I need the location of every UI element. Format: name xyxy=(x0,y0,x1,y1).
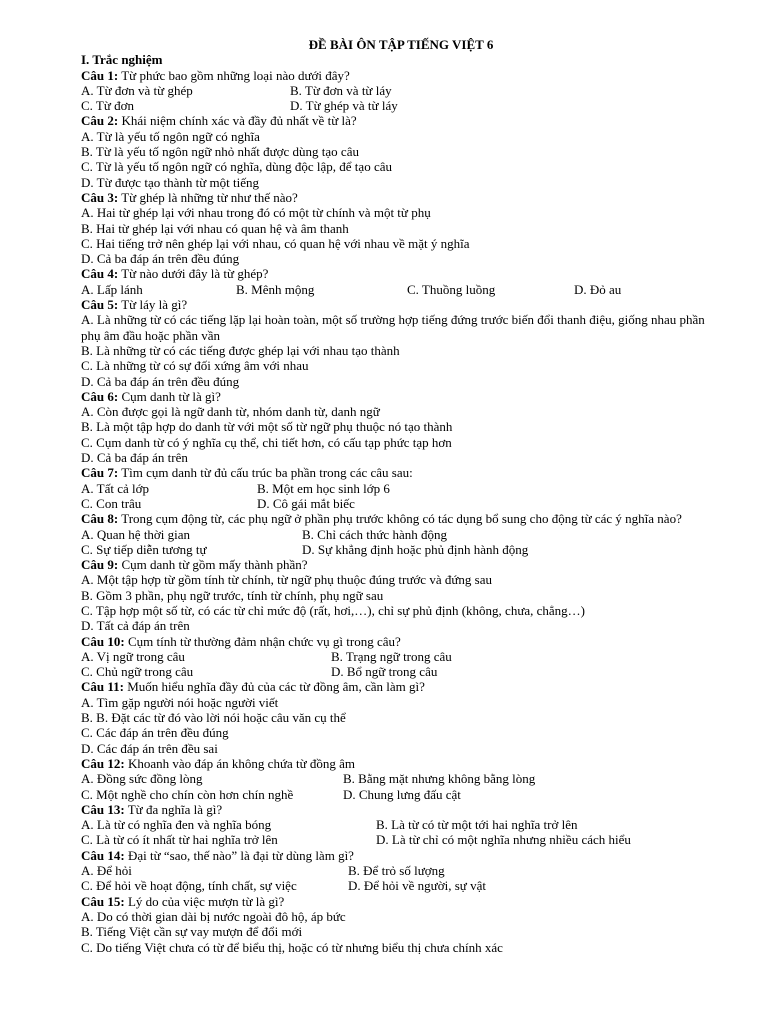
option-c: C. Con trâu xyxy=(81,495,142,511)
question-text: Cụm danh từ là gì? xyxy=(118,388,221,404)
option-b: B. Từ đơn và từ láy xyxy=(290,82,392,98)
question-text: Tìm cụm danh từ đủ cấu trúc ba phần trong các câu sau: xyxy=(118,465,413,481)
question-text: Lý do của việc mượn từ là gì? xyxy=(124,893,285,909)
option-d: D. Từ được tạo thành từ một tiếng xyxy=(81,174,259,190)
question-label: Câu 15: xyxy=(81,893,125,909)
question-label: Câu 8: xyxy=(81,511,119,527)
question-9 xyxy=(81,557,721,572)
question-15 xyxy=(81,894,721,909)
question-label: Câu 5: xyxy=(81,297,119,313)
option-a: A. Từ là yếu tố ngôn ngữ có nghĩa xyxy=(81,128,260,144)
question-text: Từ phức bao gồm những loại nào dưới đây? xyxy=(118,67,350,83)
question-text: Trong cụm động từ, các phụ ngữ ở phần phụ trước không có tác dụng bổ sung cho động từ các ý nghĩa nào? xyxy=(118,511,682,527)
question-label: Câu 11: xyxy=(81,679,124,695)
option-b: B. Chỉ cách thức hành động xyxy=(302,526,447,542)
question-10 xyxy=(81,634,721,649)
option-c: C. Tập hợp một số từ, có các từ chỉ mức độ (rất, hơi,…), chỉ sự phủ định (không, chưa, chẳng…) xyxy=(81,602,585,618)
option-a: A. Để hỏi xyxy=(81,863,132,879)
question-4 xyxy=(81,266,721,281)
question-12 xyxy=(81,756,721,771)
option-c: C. Cụm danh từ có ý nghĩa cụ thể, chi tiết hơn, có cấu tạp phức tạp hơn xyxy=(81,434,452,450)
question-label: Câu 10: xyxy=(81,633,125,649)
option-d: D. Cô gái mắt biếc xyxy=(257,495,355,511)
option-d: D. Cả ba đáp án trên đều đúng xyxy=(81,251,240,267)
option-d: D. Tất cả đáp án trên xyxy=(81,618,190,634)
option-c: C. Là những từ có sự đối xứng âm với nhau xyxy=(81,358,309,374)
option-b: B. Là từ có từ một tới hai nghĩa trở lên xyxy=(376,817,578,833)
question-2 xyxy=(81,113,721,128)
option-a: A. Quan hệ thời gian xyxy=(81,526,191,542)
document-title: ĐỀ BÀI ÔN TẬP TIẾNG VIỆT 6 xyxy=(308,37,494,52)
question-text: Từ nào dưới đây là từ ghép? xyxy=(118,266,269,282)
option-c: C. Chủ ngữ trong câu xyxy=(81,664,194,680)
option-a: A. Là những từ có các tiếng lặp lại hoàn toàn, một số trường hợp tiếng đứng trước biến đổi thanh điệu, giống nhau phần phụ âm đầu hoặc phần vần xyxy=(81,312,705,343)
option-a: A. Là từ có nghĩa đen và nghĩa bóng xyxy=(81,817,272,833)
option-b: B. Một em học sinh lớp 6 xyxy=(257,480,390,496)
question-label: Câu 3: xyxy=(81,189,119,205)
option-b: B. Là một tập hợp do danh từ với một số từ ngữ phụ thuộc nó tạo thành xyxy=(81,419,453,435)
question-text: Từ ghép là những từ như thế nào? xyxy=(118,189,298,205)
option-b: B. Là những từ có các tiếng được ghép lại với nhau tạo thành xyxy=(81,342,400,358)
options-row xyxy=(81,98,721,113)
options-row xyxy=(81,787,721,802)
option-d: D. Các đáp án trên đều sai xyxy=(81,740,218,756)
question-7 xyxy=(81,465,721,480)
option-c: C. Từ là yếu tố ngôn ngữ có nghĩa, dùng độc lập, để tạo câu xyxy=(81,159,392,175)
option-a: A. Vị ngữ trong câu xyxy=(81,648,185,664)
document-page xyxy=(81,37,721,955)
question-text: Khái niệm chính xác và đầy đủ nhất về từ là? xyxy=(118,113,357,129)
option-c: C. Sự tiếp diễn tương tự xyxy=(81,541,207,557)
options-row xyxy=(81,771,721,786)
question-label: Câu 2: xyxy=(81,113,119,129)
question-text: Từ đa nghĩa là gì? xyxy=(124,801,223,817)
options-row xyxy=(81,878,721,893)
options-row xyxy=(81,664,721,679)
option-c: C. Từ đơn xyxy=(81,98,135,114)
question-text: Cụm danh từ gồm mấy thành phần? xyxy=(118,557,308,573)
option-b: B. Để trỏ số lượng xyxy=(348,863,445,879)
options-row xyxy=(81,481,721,496)
option-d: D. Từ ghép và từ láy xyxy=(290,98,398,114)
option-a: A. Lấp lánh xyxy=(81,281,143,297)
option-d: D. Là từ chỉ có một nghĩa nhưng nhiều cách hiểu xyxy=(376,832,631,848)
question-text: Từ láy là gì? xyxy=(118,297,188,313)
option-a: A. Hai từ ghép lại với nhau trong đó có một từ chính và một từ phụ xyxy=(81,205,431,221)
options-row xyxy=(81,496,721,511)
question-label: Câu 13: xyxy=(81,801,125,817)
question-8 xyxy=(81,511,721,526)
options-row xyxy=(81,282,721,297)
question-14 xyxy=(81,848,721,863)
options-row xyxy=(81,863,721,878)
question-text: Cụm tính từ thường đảm nhận chức vụ gì trong câu? xyxy=(124,633,401,649)
option-c: C. Do tiếng Việt chưa có từ để biểu thị, hoặc có từ nhưng biểu thị chưa chính xác xyxy=(81,939,503,955)
options-row xyxy=(81,527,721,542)
option-d: D. Cả ba đáp án trên đều đúng xyxy=(81,373,240,389)
options-row xyxy=(81,649,721,664)
option-b: B. Tiếng Việt cần sự vay mượn để đổi mới xyxy=(81,924,303,940)
options-row xyxy=(81,832,721,847)
option-b: B. Trạng ngữ trong câu xyxy=(331,648,452,664)
question-label: Câu 7: xyxy=(81,465,119,481)
options-row xyxy=(81,542,721,557)
options-row xyxy=(81,83,721,98)
option-a: A. Tìm gặp người nói hoặc người viết xyxy=(81,694,279,710)
option-c: C. Để hỏi về hoạt động, tính chất, sự việc xyxy=(81,878,297,894)
option-c: C. Các đáp án trên đều đúng xyxy=(81,725,229,741)
option-d: D. Sự khẳng định hoặc phủ định hành động xyxy=(302,541,529,557)
option-b: B. Hai từ ghép lại với nhau có quan hệ và âm thanh xyxy=(81,220,349,236)
option-d: D. Cả ba đáp án trên xyxy=(81,450,188,466)
question-text: Muốn hiểu nghĩa đầy đủ của các từ đồng âm, cần làm gì? xyxy=(123,679,425,695)
question-6 xyxy=(81,389,721,404)
option-c: C. Hai tiếng trở nên ghép lại với nhau, có quan hệ với nhau về mặt ý nghĩa xyxy=(81,235,470,251)
question-5 xyxy=(81,297,721,312)
option-a: A. Từ đơn và từ ghép xyxy=(81,82,193,98)
question-text: Đại từ “sao, thế nào” là đại từ dùng làm gì? xyxy=(124,847,354,863)
option-d: D. Bổ ngữ trong câu xyxy=(331,664,438,680)
option-c: C. Một nghề cho chín còn hơn chín nghề xyxy=(81,786,294,802)
question-label: Câu 14: xyxy=(81,847,125,863)
question-13 xyxy=(81,802,721,817)
question-label: Câu 12: xyxy=(81,755,125,771)
question-label: Câu 1: xyxy=(81,67,119,83)
option-d: D. Để hỏi về người, sự vật xyxy=(348,878,486,894)
question-11 xyxy=(81,679,721,694)
option-b: B. Bằng mặt nhưng không bằng lòng xyxy=(343,771,536,787)
option-b: B. Từ là yếu tố ngôn ngữ nhỏ nhất được dùng tạo câu xyxy=(81,144,359,160)
options-row xyxy=(81,817,721,832)
option-a: A. Một tập hợp từ gồm tính từ chính, từ ngữ phụ thuộc đúng trước và đứng sau xyxy=(81,572,492,588)
question-3 xyxy=(81,190,721,205)
question-1 xyxy=(81,68,721,83)
option-a: A. Tất cả lớp xyxy=(81,480,150,496)
section-heading: I. Trắc nghiệm xyxy=(81,52,163,68)
option-b: B. Mênh mộng xyxy=(236,281,315,297)
option-b: B. Gồm 3 phần, phụ ngữ trước, tính từ chính, phụ ngữ sau xyxy=(81,587,384,603)
option-c: C. Thuồng luồng xyxy=(407,281,496,297)
option-a: A. Do có thời gian dài bị nước ngoài đô hộ, áp bức xyxy=(81,908,346,924)
question-text: Khoanh vào đáp án không chứa từ đồng âm xyxy=(124,755,356,771)
option-a: A. Đồng sức đồng lòng xyxy=(81,771,203,787)
question-label: Câu 6: xyxy=(81,388,119,404)
question-label: Câu 9: xyxy=(81,557,119,573)
option-d: D. Chung lưng đấu cật xyxy=(343,786,461,802)
option-b: B. B. Đặt các từ đó vào lời nói hoặc câu văn cụ thể xyxy=(81,710,346,726)
option-c: C. Là từ có ít nhất từ hai nghĩa trở lên xyxy=(81,832,278,848)
option-d: D. Đỏ au xyxy=(574,281,622,297)
option-a: A. Còn được gọi là ngữ danh từ, nhóm danh từ, danh ngữ xyxy=(81,404,380,420)
question-label: Câu 4: xyxy=(81,266,119,282)
